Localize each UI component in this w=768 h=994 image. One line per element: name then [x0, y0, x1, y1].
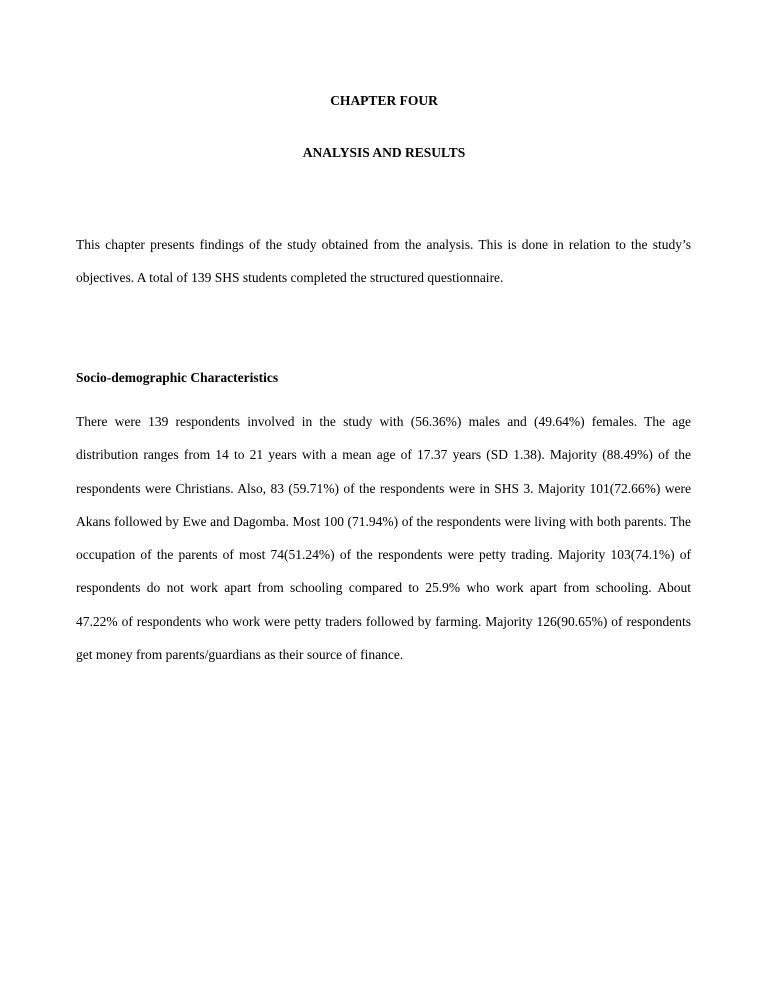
intro-paragraph: This chapter presents findings of the study obtained from the analysis. This is done in relation to the study’s objectives. A total of 139 SHS students completed the structured questionnaire.: [76, 237, 691, 286]
chapter-subtitle: ANALYSIS AND RESULTS: [302, 145, 466, 160]
section-paragraph: There were 139 respondents involved in the study with (56.36%) males and (49.64%) females. The age distribution ranges from 14 to 21 years with a mean age of 17.37 years (SD 1.38). Majority (88.49%) of the respondents were Christians. Also, 83 (59.71%) of the respondents were in SHS 3. Majority 101(72.66%) were Akans followed by Ewe and Dagomba. Most 100 (71.94%) of the respondents were living with both parents. The occupation of the parents of most 74(51.24%) of the respondents were petty trading. Majority 103(74.1%) of respondents do not work apart from schooling compared to 25.9% who work apart from schooling. About 47.22% of respondents who work were petty traders followed by farming. Majority 126(90.65%) of respondents get money from parents/guardians as their source of finance.: [76, 414, 691, 663]
section-heading: Socio-demographic Characteristics: [76, 370, 279, 385]
chapter-title: CHAPTER FOUR: [330, 93, 438, 108]
